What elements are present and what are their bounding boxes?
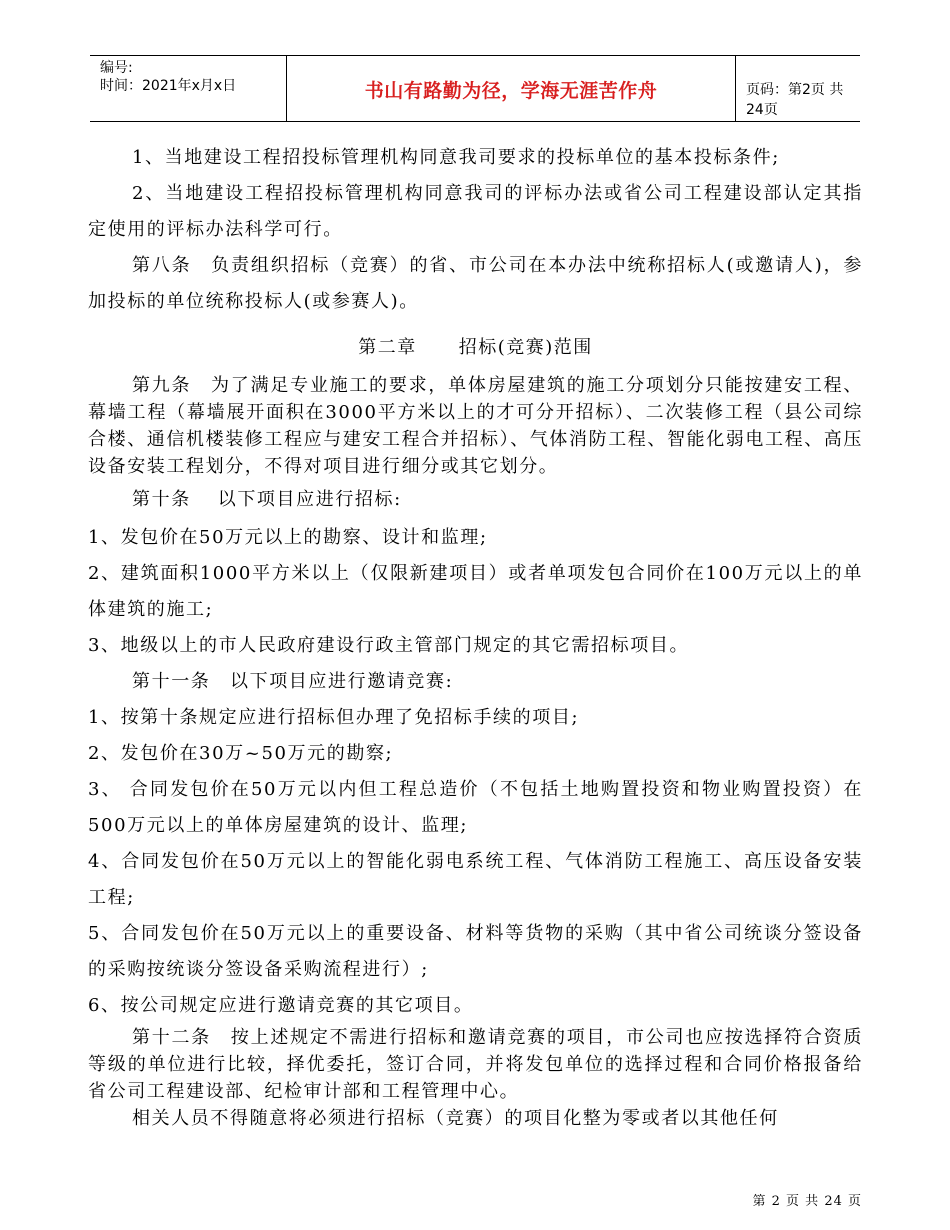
article-11: 第十一条 以下项目应进行邀请竞赛: — [132, 671, 454, 692]
document-number-label: 编号: — [100, 60, 133, 76]
page-header — [90, 55, 860, 122]
paragraph: 1、当地建设工程招投标管理机构同意我司要求的投标单位的基本投标条件; — [132, 147, 780, 168]
header-page-info: 页码：第2页 共24页 — [746, 82, 844, 118]
list-item: 3、 合同发包价在50万元以内但工程总造价（不包括土地购置投资和物业购置投资）在500万元以上的单体房屋建筑的设计、监理; — [88, 779, 863, 836]
header-bottom-rule — [90, 121, 860, 122]
article-8: 第八条 负责组织招标（竞赛）的省、市公司在本办法中统称招标人(或邀请人)，参加投标的单位统称投标人(或参赛人)。 — [88, 255, 863, 312]
list-item: 1、按第十条规定应进行招标但办理了免招标手续的项目; — [88, 707, 580, 728]
list-item: 4、合同发包价在50万元以上的智能化弱电系统工程、气体消防工程施工、高压设备安装工程; — [88, 851, 863, 908]
document-body — [88, 140, 863, 1132]
document-time: 时间：2021年x月x日 — [100, 78, 237, 94]
article-9: 第九条 为了满足专业施工的要求，单体房屋建筑的施工分项划分只能按建安工程、幕墙工程（幕墙展开面积在3000平方米以上的才可分开招标）、二次装修工程（县公司综合楼、通信机楼装修工程应与建安工程合并招标）、气体消防工程、智能化弱电工程、高压设备安装工程划分，不得对项目进行细分或其它划分。 — [88, 375, 863, 477]
paragraph: 相关人员不得随意将必须进行招标（竞赛）的项目化整为零或者以其他任何 — [132, 1108, 779, 1129]
chapter-number: 第二章 — [358, 337, 417, 358]
list-item: 6、按公司规定应进行邀请竞赛的其它项目。 — [88, 995, 474, 1016]
list-item: 2、发包价在30万~50万元的勘察; — [88, 743, 394, 764]
motto-text: 书山有路勤为径，学海无涯苦作舟 — [364, 80, 658, 102]
paragraph: 2、当地建设工程招投标管理机构同意我司的评标办法或省公司工程建设部认定其指定使用的评标办法科学可行。 — [88, 183, 863, 240]
list-item: 1、发包价在50万元以上的勘察、设计和监理; — [88, 527, 488, 548]
list-item: 3、地级以上的市人民政府建设行政主管部门规定的其它需招标项目。 — [88, 635, 690, 656]
header-meta — [100, 59, 236, 95]
motto-cell — [286, 56, 736, 121]
list-item: 5、合同发包价在50万元以上的重要设备、材料等货物的采购（其中省公司统谈分签设备的采购按统谈分签设备采购流程进行）; — [88, 923, 863, 980]
list-item: 2、建筑面积1000平方米以上（仅限新建项目）或者单项发包合同价在100万元以上的单体建筑的施工; — [88, 563, 863, 620]
chapter-title: 招标(竞赛)范围 — [458, 337, 593, 358]
article-10: 第十条 以下项目应进行招标: — [132, 489, 402, 510]
page-footer: 第 2 页 共 24 页 — [752, 1194, 862, 1209]
article-12: 第十二条 按上述规定不需进行招标和邀请竞赛的项目，市公司也应按选择符合资质等级的单位进行比较，择优委托，签订合同，并将发包单位的选择过程和合同价格报备给省公司工程建设部、纪检审计部和工程管理中心。 — [88, 1027, 863, 1102]
chapter-heading — [88, 326, 863, 370]
